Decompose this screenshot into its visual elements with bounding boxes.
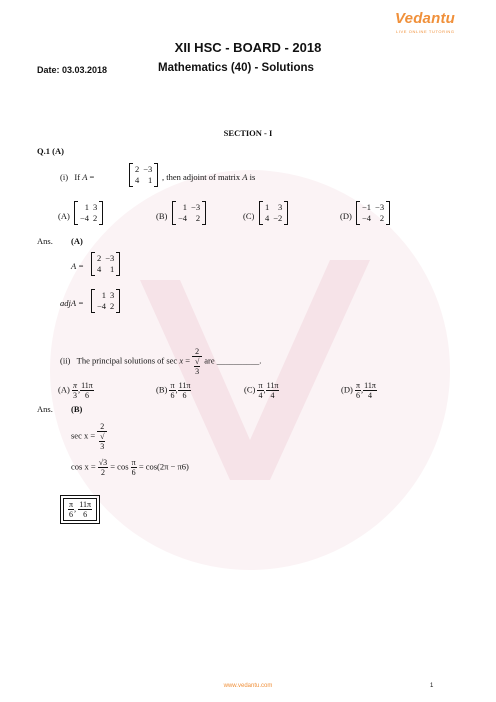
q1-ii-work-2 [71, 458, 189, 477]
q1-ii-ans-label: Ans. [37, 404, 53, 414]
vedantu-logo [395, 8, 485, 38]
q1-i-option-c-matrix [259, 201, 288, 225]
frac-den: 6 [84, 391, 89, 400]
q1-i-ans-label: Ans. [37, 236, 53, 246]
cell: 2 [97, 253, 102, 263]
cell: 3 [278, 202, 283, 212]
cell: 1 [110, 264, 115, 274]
q1-i-work-a-matrix [91, 252, 120, 276]
frac-num: π [355, 381, 360, 390]
frac-den: 6 [355, 391, 360, 400]
q1-ii-answer: (B) [71, 404, 83, 414]
logo-word: Vedantu [395, 10, 456, 27]
radicand: 3 [195, 367, 200, 376]
frac-num: 11π [364, 381, 376, 390]
q1-ii-stem-pre: The principal solutions of sec [76, 355, 178, 366]
cell: 1 [265, 202, 270, 212]
cell: −3 [191, 202, 201, 212]
section-heading: SECTION - I [223, 128, 273, 138]
work2-frac-2 [131, 458, 137, 477]
q1-ii-var: x [179, 355, 184, 366]
cell: −4 [362, 213, 372, 223]
boxed-frac-2 [78, 500, 92, 519]
q1-i-work-adj-lhs: adjA = [60, 298, 84, 308]
frac-den: 4 [258, 391, 263, 400]
option-label: (C) [244, 384, 256, 395]
exam-date: Date: 03.03.2018 [37, 65, 108, 75]
cell: 3 [110, 290, 115, 300]
cell: 4 [135, 175, 140, 185]
q1-ii-num: (ii) [60, 355, 71, 366]
question-number: Q.1 [37, 146, 50, 156]
q1-ii-option-c: (C) $\frac{\pi}{4}$ , $\frac{11\pi}{4}$ [244, 381, 279, 400]
cell: 2 [110, 301, 115, 311]
opt-frac-1 [257, 381, 263, 400]
opt-frac-2 [363, 381, 377, 400]
footer-url[interactable]: www.vedantu.com [223, 683, 273, 689]
q1-i-work-a-lhs: A = [71, 261, 84, 271]
question-label [37, 146, 64, 156]
q1-i-option-c-label: (C) [243, 211, 255, 221]
radicand: 3 [100, 442, 105, 451]
cell: −2 [273, 213, 283, 223]
cell: −3 [143, 164, 153, 174]
cell: 2 [93, 213, 98, 223]
frac-den: 2 [100, 468, 105, 477]
cell: −4 [178, 213, 188, 223]
cell: 4 [265, 213, 270, 223]
cell: −1 [362, 202, 372, 212]
frac-den: 6 [182, 391, 187, 400]
frac-num: 11π [79, 500, 92, 509]
q1-ii-option-b: (B) $\frac{\pi}{6}$ , $\frac{11\pi}{6}$ [156, 381, 191, 400]
frac-num: π [170, 381, 175, 390]
logo-tagline: LIVE ONLINE TUTORING [396, 29, 455, 34]
q1-ii-stem [60, 347, 261, 376]
cell: 3 [93, 202, 98, 212]
cell: 2 [135, 164, 140, 174]
q1-i-stem-post [162, 172, 255, 182]
work1-lhs: sec x = [71, 430, 96, 441]
q1-i-option-d-label: (D) [340, 211, 352, 221]
work1-frac [97, 422, 107, 451]
q1-ii-option-d: (D) $\frac{\pi}{6}$ , $\frac{11\pi}{4}$ [341, 381, 376, 400]
frac-num: π [258, 381, 263, 390]
work2-rhs: = cos(2π − π6) [138, 461, 189, 472]
page-number: 1 [430, 683, 434, 689]
opt-frac-1 [355, 381, 361, 400]
frac-num: 2 [97, 422, 107, 432]
q1-ii-work-1 [71, 422, 107, 451]
opt-frac-2 [178, 381, 192, 400]
option-label: (B) [156, 384, 168, 395]
q1-i-matrix-a [129, 163, 158, 187]
q1-ii-stem-frac [192, 347, 202, 376]
frac-num: 11π [266, 381, 279, 390]
cell: −4 [80, 213, 90, 223]
stem-var2: A [242, 172, 248, 182]
cell: −3 [105, 253, 115, 263]
q1-ii-eq: = [185, 355, 191, 366]
q1-ii-stem-post: are __________. [204, 355, 262, 366]
frac-num: π [131, 458, 136, 467]
frac-den: 6 [170, 391, 175, 400]
frac-num: 11π [81, 381, 93, 390]
opt-frac-2 [80, 381, 94, 400]
q1-i-eq: = [89, 172, 95, 182]
cell: 1 [182, 202, 188, 212]
work2-lhs: cos x = [71, 461, 96, 472]
q1-i-num: (i) [60, 172, 69, 182]
option-label: (A) [58, 384, 70, 395]
frac-num: 11π [178, 381, 191, 390]
cell: 1 [148, 175, 153, 185]
cell: −4 [97, 301, 107, 311]
q1-i-option-d-matrix [356, 201, 390, 225]
cell: 4 [97, 264, 102, 274]
option-label: (D) [341, 384, 353, 395]
q1-i-option-a-label: (A) [58, 211, 70, 221]
cell: 2 [195, 213, 201, 223]
frac-den: 6 [69, 510, 74, 519]
q1-i-stem-pre: If [74, 172, 81, 182]
subject-title: Mathematics (40) - Solutions [158, 62, 314, 74]
work2-mid: = cos [110, 461, 129, 472]
frac-den: √ 3 [194, 357, 200, 376]
work2-frac-1 [98, 458, 108, 477]
q1-i-option-b-matrix [172, 201, 206, 225]
question-part: (A) [52, 146, 64, 156]
final-answer: $\frac{\pi}{6}$ , $\frac{11\pi}{6}$ [63, 498, 97, 521]
frac-den: √ 3 [100, 432, 105, 451]
cell: 1 [101, 290, 107, 300]
opt-frac-1 [169, 381, 175, 400]
q1-i-answer: (A) [71, 236, 83, 246]
frac-den: 3 [72, 391, 77, 400]
frac-num: π [72, 381, 77, 390]
opt-frac-1 [72, 381, 78, 400]
q1-i-stem [60, 172, 94, 182]
opt-frac-2 [266, 381, 280, 400]
cell: 1 [84, 202, 90, 212]
boxed-frac-1 [68, 500, 74, 519]
q1-ii-final-answer-box [60, 495, 100, 524]
q1-i-work-adj-matrix [91, 289, 120, 313]
q1-i-var: A [82, 172, 88, 182]
frac-num: √3 [98, 458, 108, 467]
stem-post: , then adjoint of matrix [162, 172, 241, 182]
frac-den: 4 [367, 391, 372, 400]
frac-num: π [69, 500, 74, 509]
frac-num: 2 [192, 347, 202, 357]
frac-den: 6 [83, 510, 88, 519]
frac-den: 4 [270, 391, 275, 400]
q1-i-option-a-matrix [74, 201, 103, 225]
page-title: XII HSC - BOARD - 2018 [174, 40, 322, 55]
stem-end: is [249, 172, 256, 182]
frac-den: 6 [131, 468, 136, 477]
cell: −3 [375, 202, 385, 212]
cell: 2 [379, 213, 385, 223]
q1-ii-option-a: (A) $\frac{\pi}{3}$ , $\frac{11\pi}{6}$ [58, 381, 93, 400]
q1-i-option-b-label: (B) [156, 211, 168, 221]
